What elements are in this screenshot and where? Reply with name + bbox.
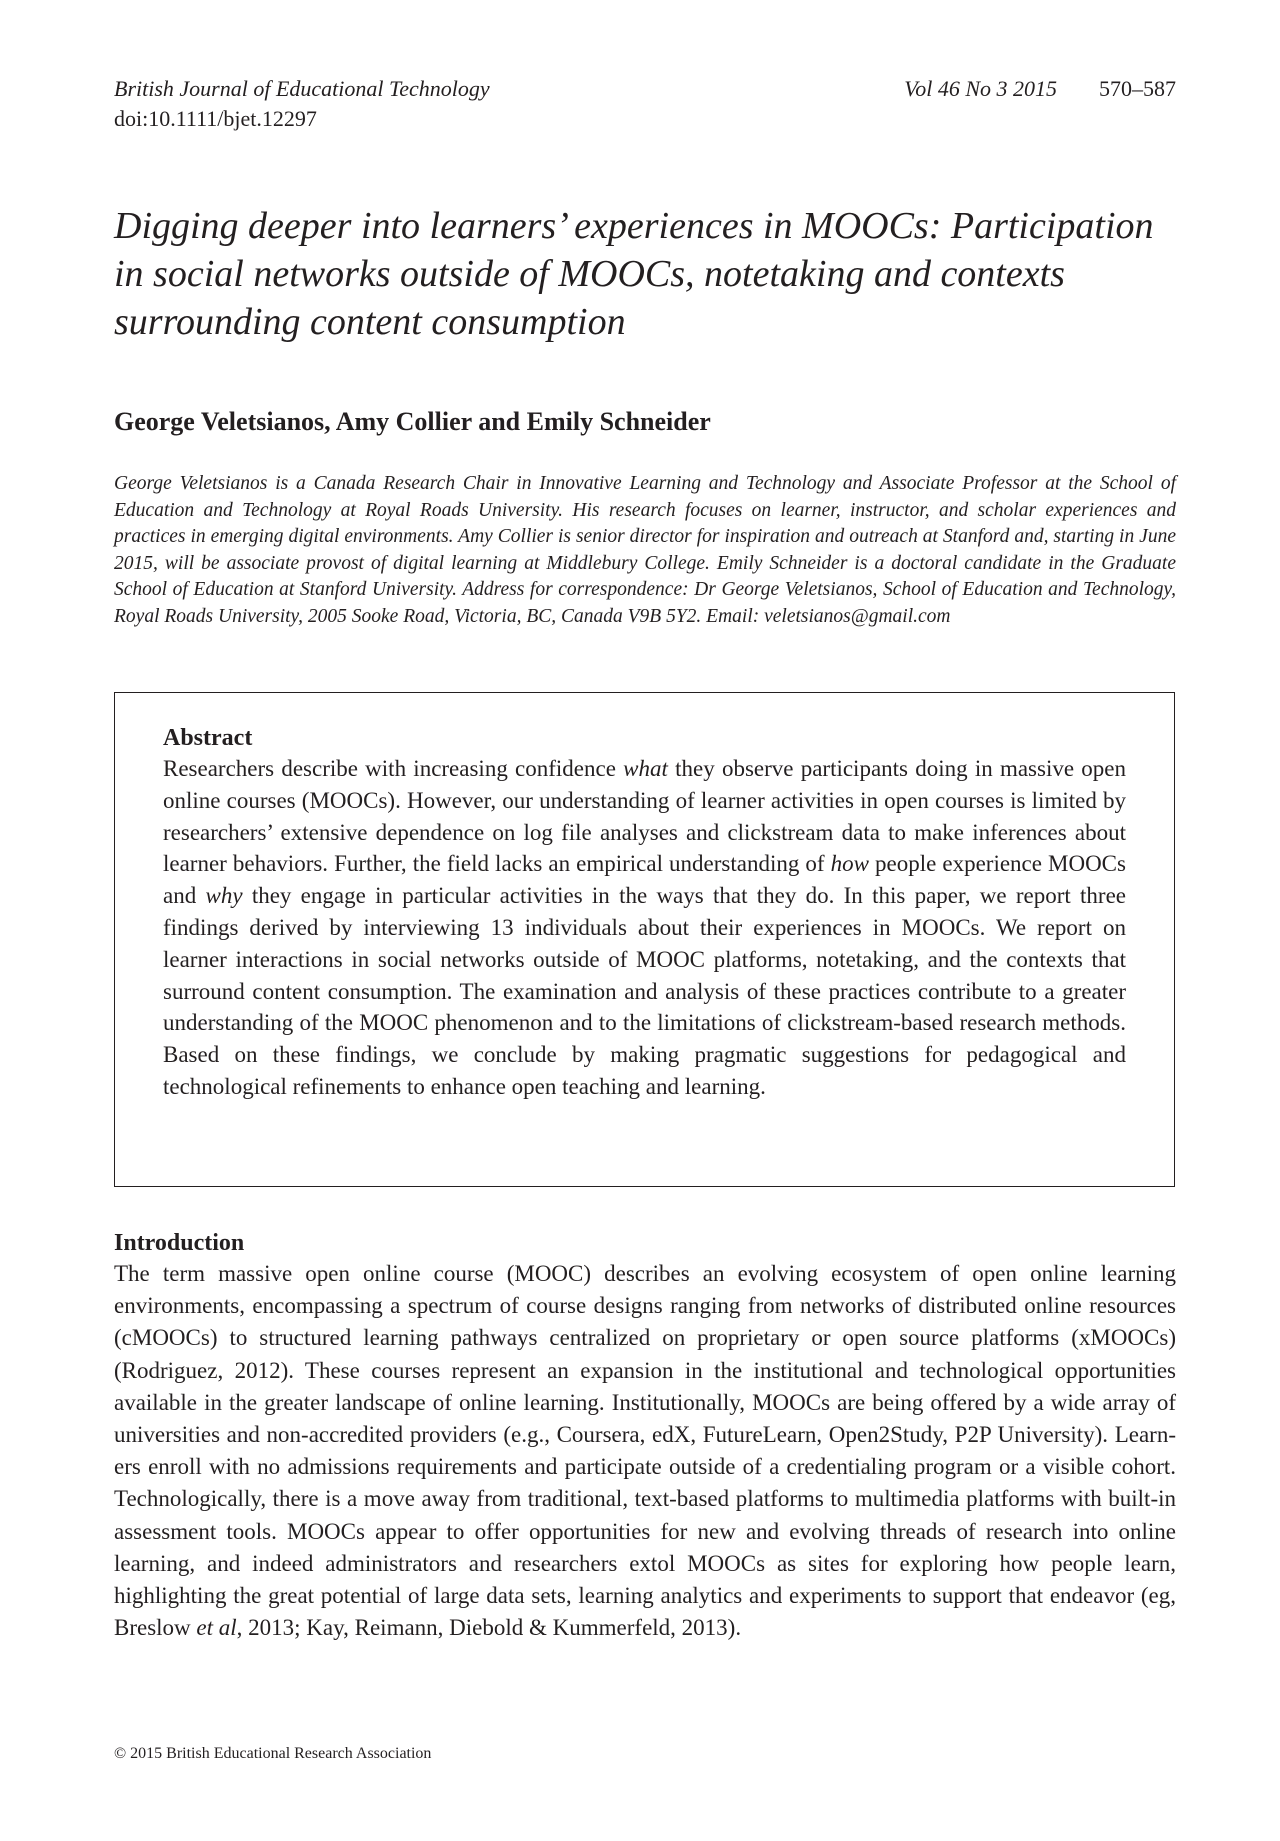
introduction-text <box>114 1258 1176 1644</box>
abstract-heading: Abstract <box>163 725 253 751</box>
copyright-footer: © 2015 British Educational Research Association <box>114 1745 432 1762</box>
abstract-text-part: they observe participants doing in massive open online courses (MOOCs). However, our understanding of learner activities in open courses is limited by researchers’ extensive dependence on log file analyses and clickstream data to make inferences about learner behaviors. Further, the field lacks an empirical understanding of <box>163 756 1126 877</box>
introduction-heading: Introduction <box>114 1230 245 1256</box>
abstract-text <box>163 753 1126 1103</box>
running-header-left <box>114 74 490 134</box>
page-range: 570–587 <box>1099 76 1176 101</box>
abstract-emphasis-why: why <box>205 883 243 909</box>
article-title: Digging deeper into learners’ experiences in MOOCs: Participation in social networks outside of MOOCs, notetaking and contexts surrounding content consumption <box>114 205 1154 343</box>
abstract-box <box>114 692 1175 1187</box>
abstract-text-part: people experience MOOCs and <box>163 851 1126 909</box>
doi: doi:10.1111/bjet.12297 <box>114 106 317 131</box>
abstract-text-part: Researchers describe with increasing confidence <box>163 756 624 781</box>
introduction-text-part: The term massive open online course (MOOC) describes an evolving ecosystem of open online learning environments, encompassing a spectrum of course designs ranging from networks of distributed online resources (cMOOCs) to structured learning pathways centralized on proprietary or open source platforms (xMOOCs) (Rodriguez, 2012). These courses represent an expansion in the institutional and technological opportunities available in the greater landscape of online learning. Institutionally, MOOCs are being offered by a wide array of universities and non-accredited providers (e.g., Coursera, edX, FutureLearn, Open2Study, P2P University). Learners enroll with no admissions requirements and participate outside of a credentialing program or a visible cohort. Technologically, there is a move away from traditional, text-based platforms to multimedia platforms with built-in assessment tools. MOOCs appear to offer opportunities for new and evolving threads of research into online learning, and indeed administrators and researchers extol MOOCs as sites for exploring how people learn, highlighting the great potential of large data sets, learning analytics and experiments to support that endeavor (eg, Breslow <box>114 1261 1176 1641</box>
author-bio: George Veletsianos is a Canada Research Chair in Innovative Learning and Technology and Associate Professor at the School of Education and Technology at Royal Roads University. His research focuses on learner, instructor, and scholar experiences and practices in emerging digital environments. Amy Collier is senior director for inspiration and outreach at Stanford and, starting in June 2015, will be associate provost of digital learning at Middlebury College. Emily Schneider is a doctoral candidate in the Graduate School of Education at Stanford University. Address for correspondence: Dr George Veletsianos, School of Education and Technology, Royal Roads University, 2005 Sooke Road, Victoria, BC, Canada V9B 5Y2. Email: veletsianos@gmail.com <box>114 473 1176 627</box>
author-list: George Veletsianos, Amy Collier and Emily Schneider <box>114 407 711 436</box>
abstract-emphasis-what: what <box>623 756 668 781</box>
abstract-emphasis-how: how <box>830 851 869 877</box>
volume-issue: Vol 46 No 3 2015 <box>904 76 1057 101</box>
running-header-right <box>904 74 1176 104</box>
journal-name: British Journal of Educational Technology <box>114 76 490 101</box>
abstract-text-part: they engage in particular activities in the ways that they do. In this paper, we report three findings derived by interviewing 13 individuals about their experiences in MOOCs. We report on learner interactions in social networks outside of MOOC platforms, notetaking, and the contexts that surround content consumption. The examination and analysis of these practices contribute to a greater understanding of the MOOC phenomenon and to the limitations of clickstream-based research methods. Based on these findings, we conclude by making pragmatic suggestions for pedagogical and technological refinements to enhance open teaching and learning. <box>163 883 1126 1099</box>
introduction-emphasis-et-al: et al <box>196 1615 237 1641</box>
introduction-text-part: , 2013; Kay, Reimann, Diebold & Kummerfeld, 2013). <box>236 1615 742 1641</box>
